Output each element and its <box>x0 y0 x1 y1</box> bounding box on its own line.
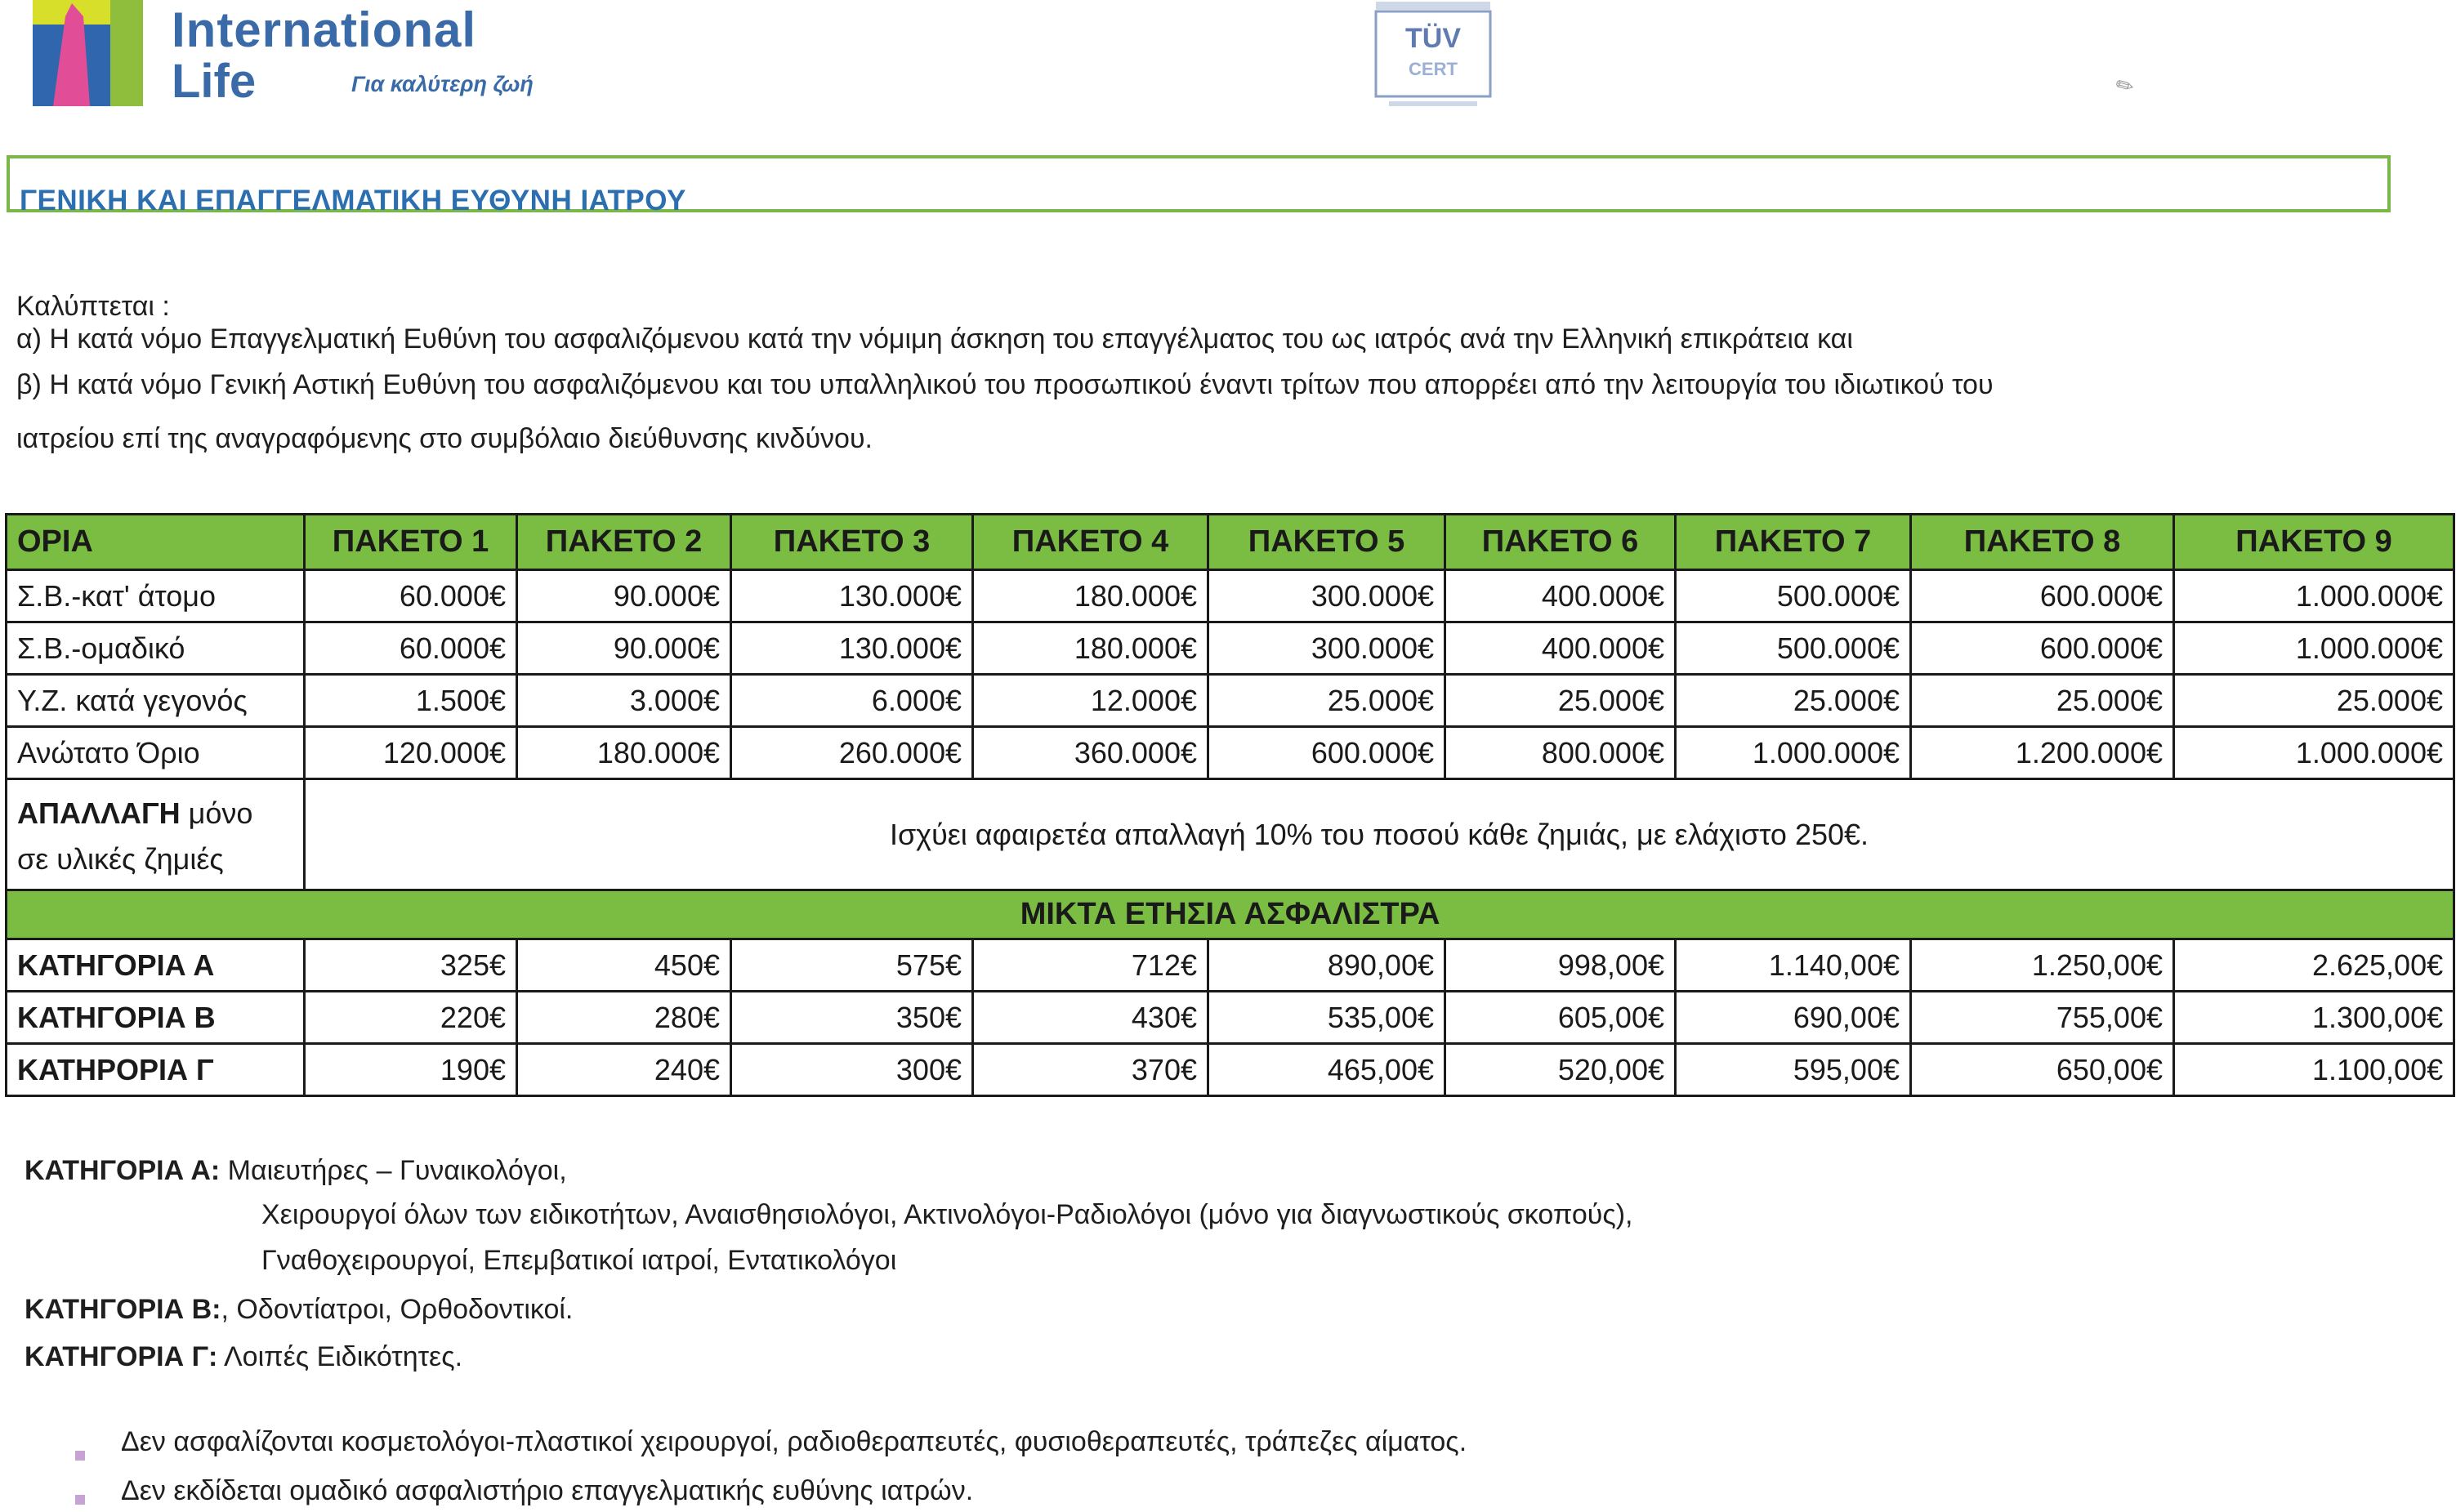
svg-text:CERT: CERT <box>1409 59 1458 79</box>
table-row <box>7 570 2454 622</box>
table-cell: 600.000€ <box>1208 727 1445 779</box>
intro-item-a: α) Η κατά νόμο Επαγγελματική Ευθύνη του ασφαλιζόμενου κατά την νόμιμη άσκηση του επαγγέλματος του ως ιατρός ανά την Ελληνική επικράτεια και <box>16 323 1853 355</box>
row-label: Υ.Ζ. κατά γεγονός <box>7 675 305 727</box>
category-c-text: Λοιπές Ειδικότητες. <box>217 1341 463 1372</box>
premiums-title-row <box>7 890 2454 939</box>
header-cell: ΟΡΙΑ <box>7 515 305 570</box>
table-cell: 1.250,00€ <box>1911 939 2174 992</box>
header-cell: ΠΑΚΕΤΟ 2 <box>517 515 731 570</box>
limits-header-row <box>7 515 2454 570</box>
deductible-row <box>7 779 2454 890</box>
logo-mark-icon <box>33 0 143 106</box>
category-label: ΚΑΤΗΓΟΡΙΑ Α <box>7 939 305 992</box>
table-cell: 60.000€ <box>305 570 517 622</box>
premiums-title: ΜΙΚΤΑ ΕΤΗΣΙΑ ΑΣΦΑΛΙΣΤΡΑ <box>7 890 2454 939</box>
header-cell: ΠΑΚΕΤΟ 6 <box>1445 515 1676 570</box>
table-cell: 360.000€ <box>973 727 1208 779</box>
table-cell: 755,00€ <box>1911 992 2174 1044</box>
logo-tagline: Για καλύτερη ζωή <box>351 72 534 96</box>
scan-mark: ✎ <box>2110 70 2139 101</box>
table-cell: 300.000€ <box>1208 570 1445 622</box>
category-a-line2: Χειρουργοί όλων των ειδικοτήτων, Αναισθησιολόγοι, Ακτινολόγοι-Ραδιολόγοι (μόνο για διαγνωστικούς σκοπούς), <box>261 1199 1633 1230</box>
table-cell: 220€ <box>305 992 517 1044</box>
deductible-text: Ισχύει αφαιρετέα απαλλαγή 10% του ποσού κάθε ζημιάς, με ελάχιστο 250€. <box>305 779 2454 890</box>
table-cell: 25.000€ <box>1911 675 2174 727</box>
table-cell: 300€ <box>731 1044 973 1096</box>
title-box <box>7 155 2391 216</box>
table-cell: 1.000.000€ <box>2174 727 2454 779</box>
table-cell: 6.000€ <box>731 675 973 727</box>
header-cell: ΠΑΚΕΤΟ 5 <box>1208 515 1445 570</box>
table-cell: 500.000€ <box>1676 622 1911 675</box>
note-1: Δεν ασφαλίζονται κοσμετολόγοι-πλαστικοί χειρουργοί, ραδιοθεραπευτές, φυσιοθεραπευτές, τράπεζες αίματος. <box>121 1426 1467 1457</box>
table-cell: 600.000€ <box>1911 622 2174 675</box>
row-label: Ανώτατο Όριο <box>7 727 305 779</box>
deductible-label <box>7 779 305 890</box>
category-label: ΚΑΤΗΡΟΡΙΑ Γ <box>7 1044 305 1096</box>
table-cell: 12.000€ <box>973 675 1208 727</box>
table-cell: 280€ <box>517 992 731 1044</box>
logo-line-1: International <box>172 2 477 57</box>
table-cell: 520,00€ <box>1445 1044 1676 1096</box>
company-logo <box>33 0 556 114</box>
table-cell: 25.000€ <box>2174 675 2454 727</box>
table-cell: 500.000€ <box>1676 570 1911 622</box>
table-cell: 2.625,00€ <box>2174 939 2454 992</box>
category-b <box>25 1294 573 1326</box>
table-cell: 1.100,00€ <box>2174 1044 2454 1096</box>
table-cell: 400.000€ <box>1445 570 1676 622</box>
table-cell: 1.200.000€ <box>1911 727 2174 779</box>
page-title: ΓΕΝΙΚΗ ΚΑΙ ΕΠΑΓΓΕΛΜΑΤΙΚΗ ΕΥΘΥΝΗ ΙΑΤΡΟΥ <box>20 185 686 216</box>
table-row <box>7 1044 2454 1096</box>
table-cell: 1.000.000€ <box>2174 622 2454 675</box>
category-c-label: ΚΑΤΗΓΟΡΙΑ Γ: <box>25 1341 218 1372</box>
tuv-cert-badge-icon <box>1373 0 1494 114</box>
table-cell: 260.000€ <box>731 727 973 779</box>
table-cell: 690,00€ <box>1676 992 1911 1044</box>
table-cell: 3.000€ <box>517 675 731 727</box>
table-cell: 180.000€ <box>973 570 1208 622</box>
table-cell: 605,00€ <box>1445 992 1676 1044</box>
category-a-text: Μαιευτήρες – Γυναικολόγοι, <box>220 1155 567 1186</box>
category-a-line1 <box>25 1155 567 1187</box>
premiums-table <box>5 889 2455 1097</box>
table-cell: 1.300,00€ <box>2174 992 2454 1044</box>
deductible-label-bold: ΑΠΑΛΛΑΓΗ <box>17 796 181 830</box>
table-cell: 180.000€ <box>973 622 1208 675</box>
intro-covered: Καλύπτεται : <box>16 291 170 322</box>
table-cell: 998,00€ <box>1445 939 1676 992</box>
table-cell: 535,00€ <box>1208 992 1445 1044</box>
table-cell: 130.000€ <box>731 570 973 622</box>
header-cell: ΠΑΚΕΤΟ 8 <box>1911 515 2174 570</box>
table-cell: 1.140,00€ <box>1676 939 1911 992</box>
note-2: Δεν εκδίδεται ομαδικό ασφαλιστήριο επαγγελματικής ευθύνης ιατρών. <box>121 1475 974 1506</box>
table-cell: 240€ <box>517 1044 731 1096</box>
table-cell: 400.000€ <box>1445 622 1676 675</box>
table-cell: 90.000€ <box>517 622 731 675</box>
table-row <box>7 992 2454 1044</box>
row-label: Σ.Β.-ομαδικό <box>7 622 305 675</box>
deductible-label-rest-1: μόνο <box>180 796 253 830</box>
table-cell: 300.000€ <box>1208 622 1445 675</box>
table-cell: 1.000.000€ <box>1676 727 1911 779</box>
table-cell: 60.000€ <box>305 622 517 675</box>
table-cell: 800.000€ <box>1445 727 1676 779</box>
table-row <box>7 727 2454 779</box>
table-cell: 450€ <box>517 939 731 992</box>
category-a-label: ΚΑΤΗΓΟΡΙΑ Α: <box>25 1155 221 1186</box>
table-cell: 1.500€ <box>305 675 517 727</box>
table-row <box>7 675 2454 727</box>
deductible-label-rest-2: σε υλικές ζημιές <box>17 841 224 876</box>
category-label: ΚΑΤΗΓΟΡΙΑ Β <box>7 992 305 1044</box>
table-cell: 350€ <box>731 992 973 1044</box>
table-cell: 595,00€ <box>1676 1044 1911 1096</box>
header-cell: ΠΑΚΕΤΟ 9 <box>2174 515 2454 570</box>
bullet-icon <box>75 1495 85 1505</box>
table-cell: 600.000€ <box>1911 570 2174 622</box>
logo-line-2: Life <box>172 55 257 108</box>
category-b-text: , Οδοντίατροι, Ορθοδοντικοί. <box>221 1294 574 1325</box>
table-row <box>7 622 2454 675</box>
table-cell: 650,00€ <box>1911 1044 2174 1096</box>
table-cell: 370€ <box>973 1044 1208 1096</box>
table-cell: 25.000€ <box>1445 675 1676 727</box>
bullet-icon <box>75 1451 85 1461</box>
table-cell: 130.000€ <box>731 622 973 675</box>
category-b-label: ΚΑΤΗΓΟΡΙΑ Β: <box>25 1294 221 1325</box>
table-cell: 1.000.000€ <box>2174 570 2454 622</box>
intro-item-b-line2: ιατρείου επί της αναγραφόμενης στο συμβόλαιο διεύθυνσης κινδύνου. <box>16 423 873 454</box>
limits-table <box>5 513 2455 891</box>
table-cell: 325€ <box>305 939 517 992</box>
table-cell: 190€ <box>305 1044 517 1096</box>
table-cell: 90.000€ <box>517 570 731 622</box>
row-label: Σ.Β.-κατ' άτομο <box>7 570 305 622</box>
table-cell: 575€ <box>731 939 973 992</box>
table-cell: 430€ <box>973 992 1208 1044</box>
header-cell: ΠΑΚΕΤΟ 1 <box>305 515 517 570</box>
header-cell: ΠΑΚΕΤΟ 4 <box>973 515 1208 570</box>
table-cell: 180.000€ <box>517 727 731 779</box>
header-cell: ΠΑΚΕΤΟ 3 <box>731 515 973 570</box>
table-cell: 465,00€ <box>1208 1044 1445 1096</box>
category-c <box>25 1341 462 1373</box>
header-cell: ΠΑΚΕΤΟ 7 <box>1676 515 1911 570</box>
table-cell: 712€ <box>973 939 1208 992</box>
svg-text:TÜV: TÜV <box>1405 23 1461 54</box>
table-row <box>7 939 2454 992</box>
intro-item-b-line1: β) Η κατά νόμο Γενική Αστική Ευθύνη του ασφαλιζόμενου και του υπαλληλικού του προσωπικού έναντι τρίτων που απορρέει από την λειτουργία του ιδιωτικού του <box>16 369 1994 400</box>
table-cell: 25.000€ <box>1208 675 1445 727</box>
category-a-line3: Γναθοχειρουργοί, Επεμβατικοί ιατροί, Εντατικολόγοι <box>261 1245 897 1276</box>
table-cell: 25.000€ <box>1676 675 1911 727</box>
table-cell: 890,00€ <box>1208 939 1445 992</box>
table-cell: 120.000€ <box>305 727 517 779</box>
